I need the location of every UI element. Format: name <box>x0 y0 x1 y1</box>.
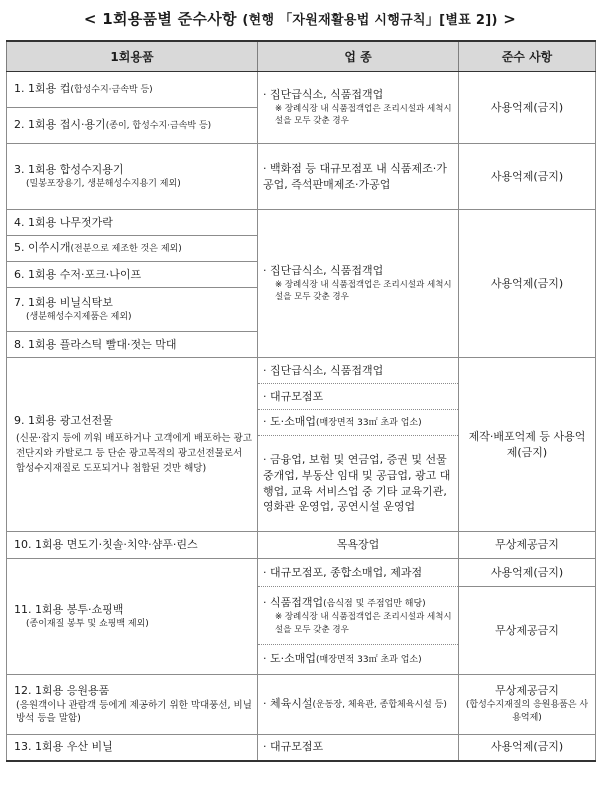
rule-cell: 제작·배포억제 등 사용억제(금지) <box>459 358 596 532</box>
item-cell: 8. 1회용 플라스틱 빨대·젓는 막대 <box>7 332 258 358</box>
table-row <box>7 358 596 384</box>
table-row <box>7 559 596 587</box>
business-cell: · 대규모점포 <box>258 384 459 410</box>
item-cell: 1. 1회용 컵(합성수지·금속박 등) <box>7 72 258 108</box>
rule-cell: 무상제공금지 <box>459 587 596 675</box>
item-cell: 6. 1회용 수저·포크·나이프 <box>7 262 258 288</box>
table-row <box>7 735 596 761</box>
business-cell: · 집단급식소, 식품접객업 ※ 장례식장 내 식품접객업은 조리시설과 세척시설을 모두 갖춘 경우 <box>258 72 459 144</box>
business-cell: · 체육시설(운동장, 체육관, 종합체육시설 등) <box>258 675 459 735</box>
table-row <box>7 72 596 108</box>
table-row <box>7 675 596 735</box>
item-cell: 12. 1회용 응원용품 (응원객이나 관람객 등에게 제공하기 위한 막대풍선, 비닐방석 등을 말함) <box>7 675 258 735</box>
item-cell: 5. 이쑤시개(전분으로 제조한 것은 제외) <box>7 236 258 262</box>
item-cell: 11. 1회용 봉투·쇼핑백 (종이재질 봉투 및 쇼핑백 제외) <box>7 559 258 675</box>
rule-cell: 사용억제(금지) <box>459 559 596 587</box>
rule-cell: 무상제공금지 <box>459 532 596 559</box>
header-item: 1회용품 <box>7 41 258 72</box>
item-cell: 13. 1회용 우산 비닐 <box>7 735 258 761</box>
business-cell: · 대규모점포 <box>258 735 459 761</box>
business-cell: · 백화점 등 대규모점포 내 식품제조·가공업, 즉석판매제조·가공업 <box>258 144 459 210</box>
business-cell: · 금융업, 보험 및 연금업, 증권 및 선물 중개업, 부동산 임대 및 공급업, 광고 대행업, 교육 서비스업 중 기타 교육기관, 영화관 운영업, 공연시설 운영업 <box>258 436 459 532</box>
item-cell: 4. 1회용 나무젓가락 <box>7 210 258 236</box>
header-business: 업 종 <box>258 41 459 72</box>
table-row <box>7 532 596 559</box>
item-cell: 2. 1회용 접시·용기(종이, 합성수지·금속박 등) <box>7 108 258 144</box>
header-row <box>7 41 596 72</box>
business-cell: · 집단급식소, 식품접객업 ※ 장례식장 내 식품접객업은 조리시설과 세척시설을 모두 갖춘 경우 <box>258 210 459 358</box>
page-title <box>0 8 600 29</box>
business-cell: · 집단급식소, 식품접객업 <box>258 358 459 384</box>
title-main: < 1회용품별 준수사항 <box>83 10 237 28</box>
title-end: > <box>503 10 517 28</box>
title-sub: (현행 「자원재활용법 시행규칙」[별표 2]) <box>242 13 498 28</box>
item-cell: 9. 1회용 광고선전물 (신문·잡지 등에 끼워 배포하거나 고객에게 배포하는 광고전단지와 카탈로그 등 단순 광고목적의 광고선전물로서 합성수지재질로 도포되거나 첩합된 것만 해당) <box>7 358 258 532</box>
business-cell: · 도·소매업(매장면적 33㎡ 초과 업소) <box>258 410 459 436</box>
business-cell: · 식품접객업(음식점 및 주점업만 해당) ※ 장례식장 내 식품접객업은 조리시설과 세척시설을 모두 갖춘 경우 <box>258 587 459 645</box>
table-row <box>7 210 596 236</box>
business-cell: · 도·소매업(매장면적 33㎡ 초과 업소) <box>258 645 459 675</box>
rule-cell: 사용억제(금지) <box>459 210 596 358</box>
business-cell: · 대규모점포, 종합소매업, 제과점 <box>258 559 459 587</box>
item-cell: 10. 1회용 면도기·칫솔·치약·샴푸·린스 <box>7 532 258 559</box>
rule-cell: 사용억제(금지) <box>459 735 596 761</box>
table-row <box>7 144 596 210</box>
item-cell: 7. 1회용 비닐식탁보 (생분해성수지제품은 제외) <box>7 288 258 332</box>
item-cell: 3. 1회용 합성수지용기 (밀봉포장용기, 생분해성수지용기 제외) <box>7 144 258 210</box>
rule-cell: 무상제공금지 (합성수지재질의 응원용품은 사용억제) <box>459 675 596 735</box>
compliance-table <box>6 40 596 762</box>
rule-cell: 사용억제(금지) <box>459 72 596 144</box>
rule-cell: 사용억제(금지) <box>459 144 596 210</box>
header-rule: 준수 사항 <box>459 41 596 72</box>
business-cell: 목욕장업 <box>258 532 459 559</box>
